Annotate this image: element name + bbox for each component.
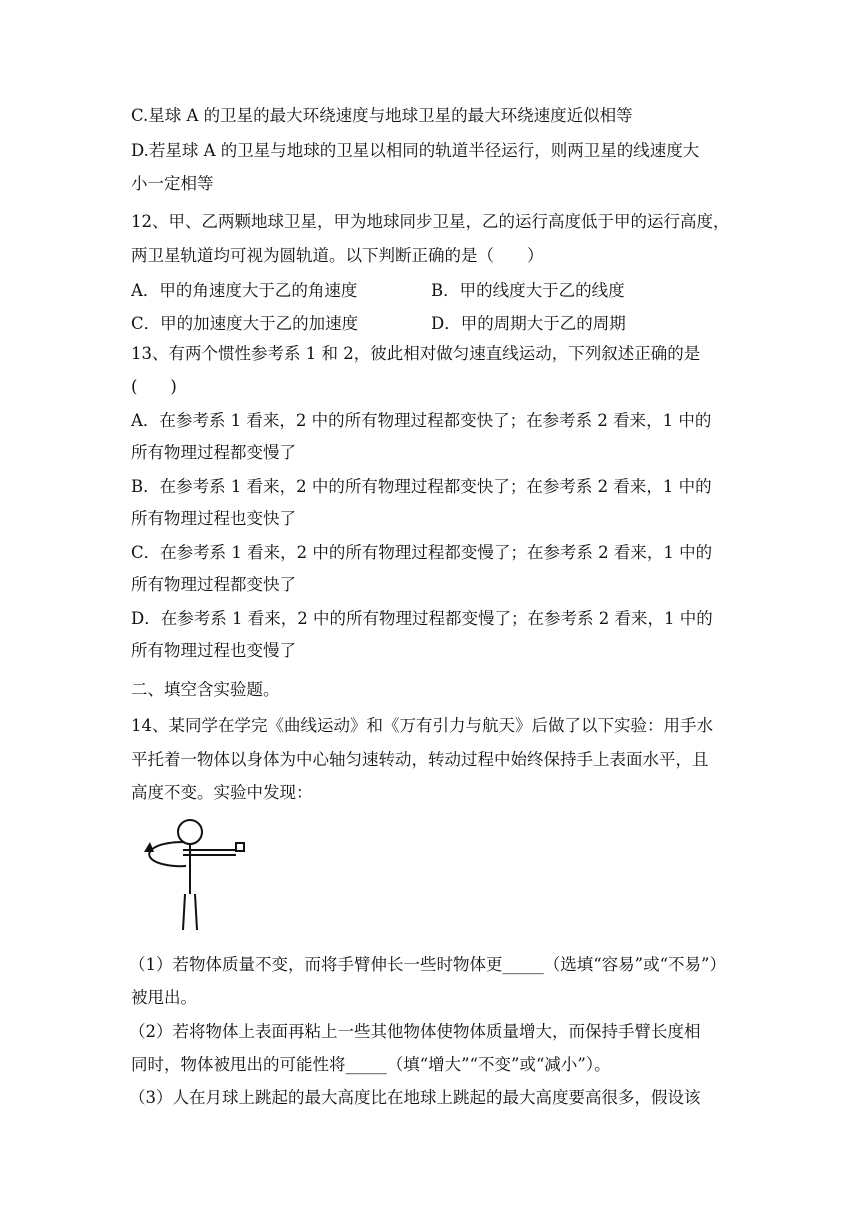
left-leg-line: [183, 894, 185, 930]
q14-sub2-line1: （2）若将物体上表面再粘上一些其他物体使物体质量增大，而保持手臂长度相: [129, 1022, 701, 1041]
q14-stem-line2: 平托着一物体以身体为中心轴匀速转动，转动过程中始终保持手上表面水平，且: [131, 750, 709, 769]
q14-sub1-line1: （1）若物体质量不变，而将手臂伸长一些时物体更_____（选填“容易”或“不易”）: [129, 955, 726, 974]
rotating-person-figure: [140, 812, 258, 936]
q13-option-b-line2: 所有物理过程也变快了: [131, 509, 296, 528]
q13-option-a-line1: A．在参考系 1 看来，2 中的所有物理过程都变快了；在参考系 2 看来，1 中的: [131, 411, 712, 430]
rotation-path: [149, 842, 186, 866]
section-heading: 二、填空含实验题。: [131, 680, 280, 699]
stick-figure-illustration: [140, 812, 258, 936]
q13-option-b-line1: B．在参考系 1 看来，2 中的所有物理过程都变快了；在参考系 2 看来，1 中的: [131, 477, 712, 496]
head-shape: [178, 820, 202, 844]
q12-option-c: C．甲的加速度大于乙的加速度: [131, 314, 359, 333]
q13-option-d-line2: 所有物理过程也变慢了: [131, 641, 296, 660]
q11-option-d-line2: 小一定相等: [131, 174, 214, 193]
rotation-arrow-icon: [144, 842, 154, 852]
object-box: [236, 843, 244, 851]
q14-stem-line3: 高度不变。实验中发现：: [131, 783, 313, 802]
right-leg-line: [195, 894, 197, 930]
q13-option-c-line2: 所有物理过程都变快了: [131, 575, 296, 594]
q12-option-b: B．甲的线度大于乙的线度: [431, 281, 625, 300]
q12-stem-line2: 两卫星轨道均可视为圆轨道。以下判断正确的是（ ）: [131, 246, 544, 265]
q13-option-c-line1: C．在参考系 1 看来，2 中的所有物理过程都变慢了；在参考系 2 看来，1 中的: [131, 543, 713, 562]
q14-sub1-line2: 被甩出。: [131, 988, 197, 1007]
q12-option-d: D．甲的周期大于乙的周期: [431, 314, 626, 333]
q14-sub3-line1: （3）人在月球上跳起的最大高度比在地球上跳起的最大高度要高很多，假设该: [129, 1088, 701, 1107]
q11-option-c: C.星球 A 的卫星的最大环绕速度与地球卫星的最大环绕速度近似相等: [131, 106, 633, 125]
q12-option-a: A．甲的角速度大于乙的角速度: [131, 281, 358, 300]
q14-stem-line1: 14、某同学在学完《曲线运动》和《万有引力与航天》后做了以下实验：用手水: [131, 716, 713, 735]
q13-option-d-line1: D．在参考系 1 看来，2 中的所有物理过程都变慢了；在参考系 2 看来，1 中的: [131, 609, 713, 628]
q13-option-a-line2: 所有物理过程都变慢了: [131, 443, 296, 462]
q11-option-d-line1: D.若星球 A 的卫星与地球的卫星以相同的轨道半径运行，则两卫星的线速度大: [131, 141, 700, 160]
q13-stem-line2: ( ): [131, 377, 177, 396]
q12-stem-line1: 12、甲、乙两颗地球卫星，甲为地球同步卫星，乙的运行高度低于甲的运行高度，: [131, 212, 730, 231]
q13-stem-line1: 13、有两个惯性参考系 1 和 2，彼此相对做匀速直线运动，下列叙述正确的是: [131, 344, 701, 363]
q14-sub2-line2: 同时，物体被甩出的可能性将_____（填“增大”“不变”或“减小”）。: [131, 1055, 611, 1074]
